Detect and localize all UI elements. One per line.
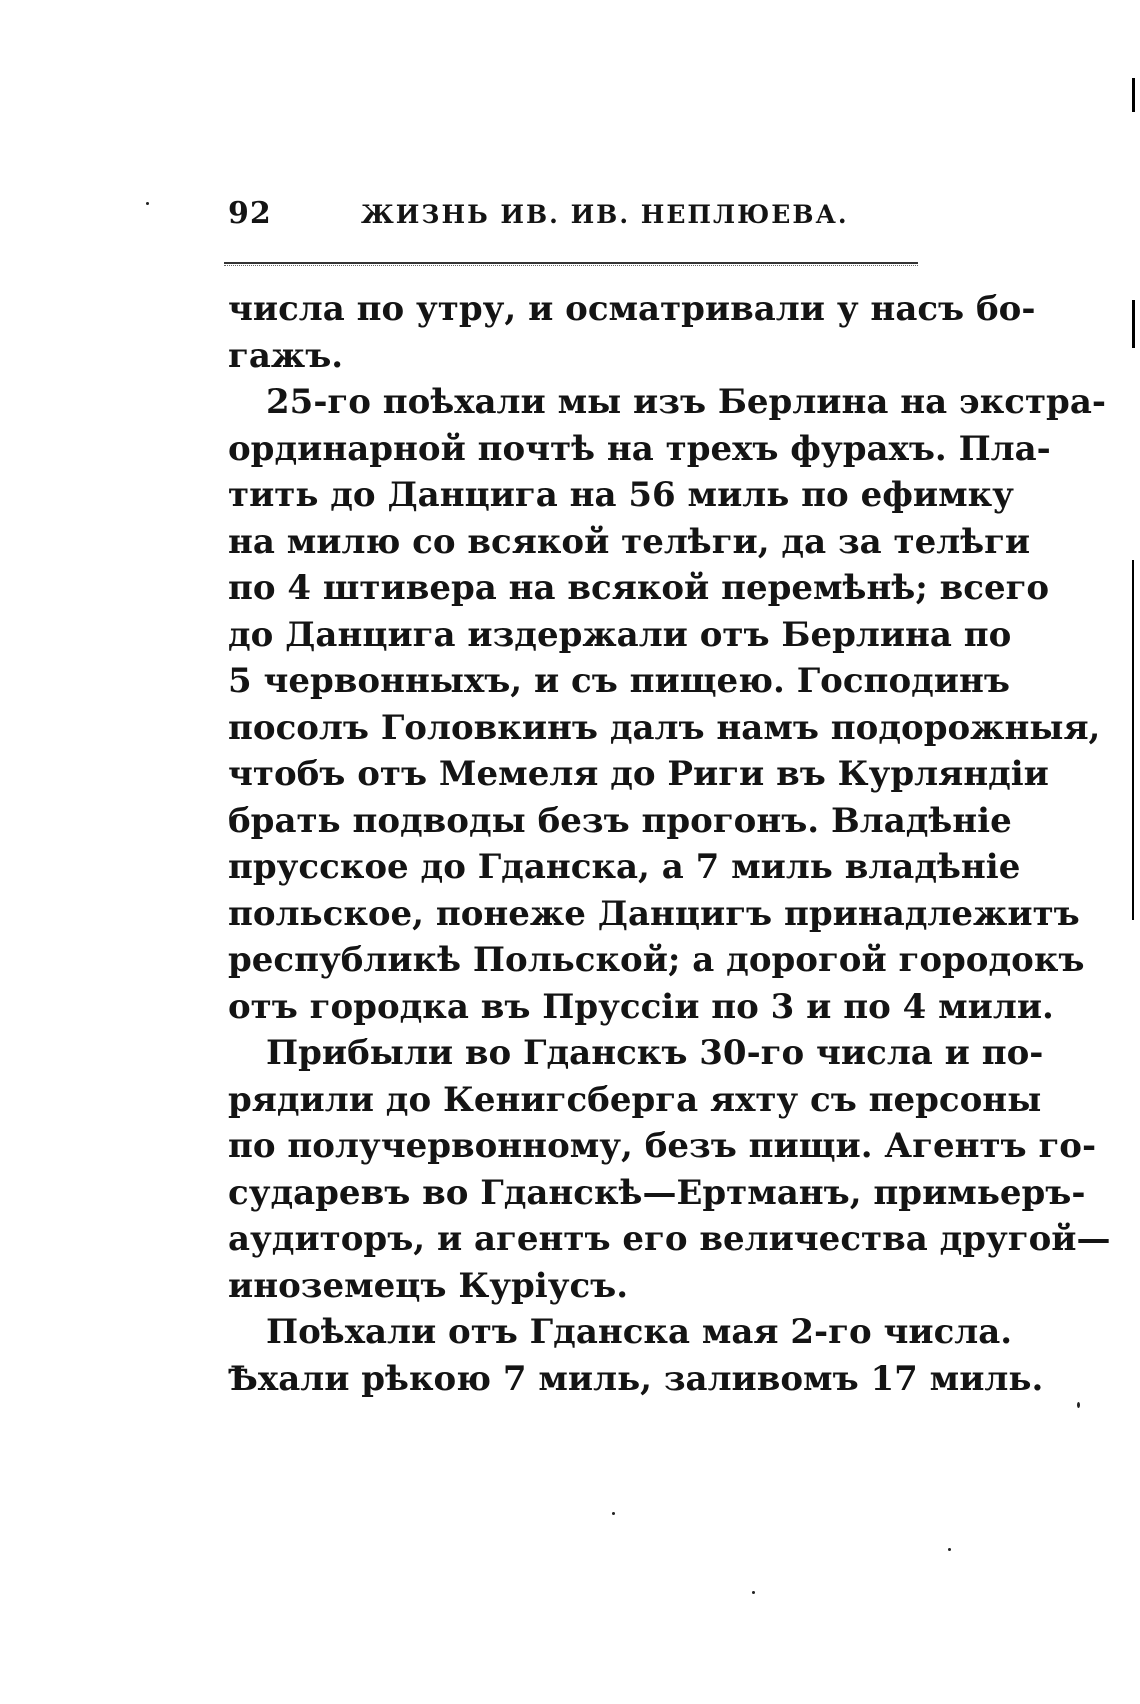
scan-speck	[1077, 1402, 1080, 1408]
scan-speck	[948, 1548, 951, 1551]
scan-speck	[146, 202, 149, 205]
header-rule	[224, 262, 918, 266]
text-line: по 4 штивера на всякой перемѣнѣ; всего	[228, 568, 1050, 608]
text-line: гажъ.	[228, 335, 344, 376]
scan-speck	[612, 1512, 615, 1515]
paragraph	[228, 1030, 1111, 1309]
scan-speck	[752, 1591, 755, 1594]
text-line: отъ городка въ Пруссіи по 3 и по 4 мили.	[228, 986, 1054, 1027]
text-line: до Данцига издержали отъ Берлина по	[228, 614, 1012, 655]
text-line: Прибыли во Гданскъ 30-го числа и по-	[266, 1033, 1044, 1073]
body-text	[228, 286, 1111, 1402]
page-number: 92	[228, 196, 272, 231]
text-line: тить до Данцига на 56 миль по ефимку	[228, 475, 1014, 515]
text-line: чтобъ отъ Мемеля до Риги въ Курляндіи	[228, 754, 1049, 794]
text-line: польское, понеже Данцигъ принадлежитъ	[228, 893, 1080, 934]
text-line: Поѣхали отъ Гданска мая 2-го числа.	[266, 1312, 1013, 1352]
text-line: 5 червонныхъ, и съ пищею. Господинъ	[228, 661, 1010, 701]
text-line: Ѣхали рѣкою 7 миль, заливомъ 17 миль.	[228, 1358, 1044, 1399]
paragraph	[228, 1309, 1044, 1402]
text-line: ординарной почтѣ на трехъ фурахъ. Пла-	[228, 428, 1051, 469]
text-line: 25-го поѣхали мы изъ Берлина на экстра-	[266, 382, 1106, 422]
paragraph	[228, 286, 1036, 379]
text-line: аудиторъ, и агентъ его величества другой—	[228, 1219, 1111, 1259]
text-line: республикѣ Польской; а дорогой городокъ	[228, 940, 1085, 980]
text-line: рядили до Кенигсберга яхту съ персоны	[228, 1079, 1042, 1120]
running-title: ЖИЗНЬ ИВ. ИВ. НЕПЛЮЕВА.	[361, 200, 849, 229]
text-line: по получервонному, безъ пищи. Агентъ го-	[228, 1126, 1097, 1166]
paragraph	[228, 379, 1106, 1030]
text-line: прусское до Гданска, а 7 миль владѣніе	[228, 847, 1021, 887]
text-line: иноземецъ Куріусъ.	[228, 1265, 629, 1306]
running-header	[228, 196, 918, 236]
text-line: числа по утру, и осматривали у насъ бо-	[228, 289, 1036, 329]
text-line: сударевъ во Гданскѣ—Ертманъ, примьеръ-	[228, 1172, 1086, 1213]
text-line: брать подводы безъ прогонъ. Владѣніе	[228, 800, 1012, 841]
text-line: на милю со всякой телѣги, да за телѣги	[228, 521, 1031, 562]
page-edge	[1130, 0, 1140, 1704]
text-line: посолъ Головкинъ далъ намъ подорожныя,	[228, 707, 1101, 748]
